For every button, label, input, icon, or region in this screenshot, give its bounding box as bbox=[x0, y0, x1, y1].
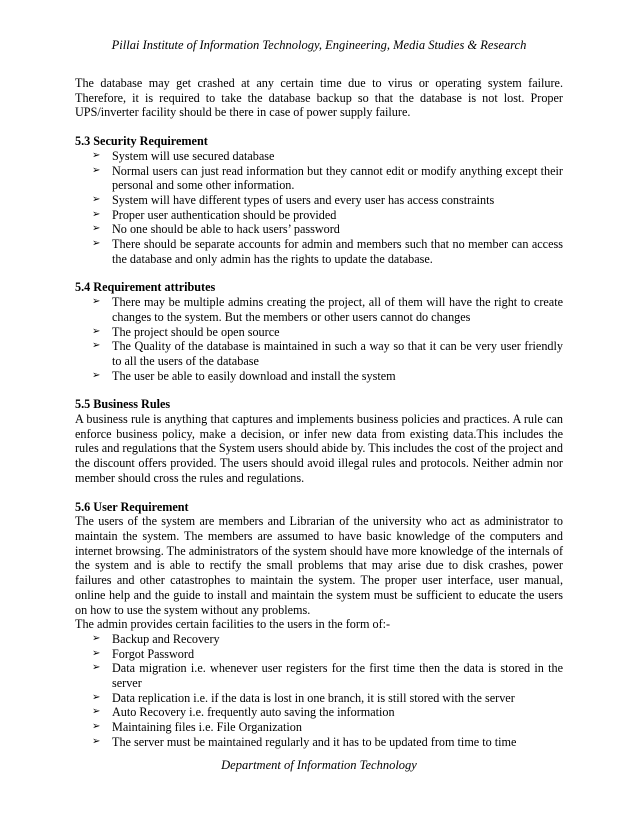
page-header: Pillai Institute of Information Technology, Engineering, Media Studies & Research bbox=[111, 38, 527, 52]
list-item-text: Forgot Password bbox=[112, 646, 195, 661]
arrow-bullet-icon: ➢ bbox=[92, 340, 101, 352]
arrow-bullet-icon: ➢ bbox=[92, 164, 101, 176]
arrow-bullet-icon: ➢ bbox=[92, 238, 101, 250]
arrow-bullet-icon: ➢ bbox=[92, 721, 101, 733]
arrow-bullet-icon: ➢ bbox=[92, 735, 101, 747]
document-body bbox=[75, 76, 563, 750]
section-security-requirement bbox=[75, 134, 563, 266]
user-requirement-paragraph: The users of the system are members and Librarian of the university who act as administrator to maintain the system. The members are assumed to have basic knowledge of the computers and internet browsing. The administrators of the system should have more knowledge of the internals of the system and is able to rectify the small problems that may arise due to disk crashes, power failures and other catastrophes to maintain the system. The proper user interface, user manual, online help and the guide to install and maintain the system must be sufficient to educate the users on how to use the system without any problems. bbox=[75, 514, 563, 617]
list-item-text: Normal users can just read information but they cannot edit or modify anything except their personal and some other information. bbox=[112, 163, 563, 193]
section-heading: 5.6 User Requirement bbox=[75, 499, 189, 514]
list-item-text: Data replication i.e. if the data is lost in one branch, it is still stored with the server bbox=[112, 690, 515, 705]
list-item bbox=[75, 325, 563, 340]
list-item-text: No one should be able to hack users’ password bbox=[112, 222, 340, 237]
arrow-bullet-icon: ➢ bbox=[92, 193, 101, 205]
bullet-list bbox=[75, 295, 563, 383]
list-item bbox=[75, 193, 563, 208]
list-item-text: There may be multiple admins creating the project, all of them will have the right to create changes to the system. But the members or other users cannot do changes bbox=[112, 295, 563, 324]
list-item-text: Auto Recovery i.e. frequently auto saving the information bbox=[112, 705, 395, 720]
business-rules-paragraph: A business rule is anything that captures and implements business policies and practices. A rule can enforce business policy, make a decision, or infer new data from existing data.This includes the rules and regulations that the System users should abide by. This includes the cost of the project and the discount offers provided. The users should avoid illegal rules and protocols. Neither admin nor member should cross the rules and regulations. bbox=[75, 412, 563, 485]
list-item bbox=[75, 691, 563, 706]
section-business-rules bbox=[75, 397, 563, 485]
list-item bbox=[75, 339, 563, 368]
list-item bbox=[75, 632, 563, 647]
list-item-text: The Quality of the database is maintained in such a way so that it can be very user friendly to all the users of the database bbox=[112, 339, 563, 368]
section-heading: 5.4 Requirement attributes bbox=[75, 280, 216, 295]
list-item bbox=[75, 237, 563, 266]
section-heading: 5.5 Business Rules bbox=[75, 397, 171, 412]
list-item-text: The project should be open source bbox=[112, 324, 280, 339]
list-item bbox=[75, 208, 563, 223]
list-item bbox=[75, 295, 563, 324]
list-item-text: System will use secured database bbox=[112, 148, 275, 163]
bullet-list bbox=[75, 632, 563, 750]
arrow-bullet-icon: ➢ bbox=[92, 706, 101, 718]
arrow-bullet-icon: ➢ bbox=[92, 149, 101, 161]
page-footer: Department of Information Technology bbox=[221, 758, 417, 772]
bullet-list bbox=[75, 149, 563, 267]
list-item-text: System will have different types of users and every user has access constraints bbox=[112, 192, 495, 207]
list-item-text: The server must be maintained regularly and it has to be updated from time to time bbox=[112, 734, 517, 749]
arrow-bullet-icon: ➢ bbox=[92, 325, 101, 337]
section-heading: 5.3 Security Requirement bbox=[75, 134, 208, 149]
list-item-text: Backup and Recovery bbox=[112, 631, 220, 646]
arrow-bullet-icon: ➢ bbox=[92, 662, 101, 674]
list-item bbox=[75, 149, 563, 164]
arrow-bullet-icon: ➢ bbox=[92, 208, 101, 220]
list-item bbox=[75, 661, 563, 690]
list-item bbox=[75, 735, 563, 750]
list-item-text: There should be separate accounts for admin and members such that no member can access the database and only admin has the rights to update the database. bbox=[112, 237, 563, 266]
arrow-bullet-icon: ➢ bbox=[92, 296, 101, 308]
arrow-bullet-icon: ➢ bbox=[92, 223, 101, 235]
list-item-text: Data migration i.e. whenever user registers for the first time then the data is stored in the server bbox=[112, 661, 563, 691]
section-user-requirement bbox=[75, 500, 563, 750]
list-item bbox=[75, 369, 563, 384]
list-item-text: Proper user authentication should be provided bbox=[112, 207, 337, 222]
list-item bbox=[75, 222, 563, 237]
list-item bbox=[75, 647, 563, 662]
list-item-text: The user be able to easily download and install the system bbox=[112, 368, 396, 383]
arrow-bullet-icon: ➢ bbox=[92, 369, 101, 381]
list-item bbox=[75, 720, 563, 735]
arrow-bullet-icon: ➢ bbox=[92, 632, 101, 644]
arrow-bullet-icon: ➢ bbox=[92, 647, 101, 659]
facilities-lead: The admin provides certain facilities to the users in the form of:- bbox=[75, 617, 391, 632]
section-requirement-attributes bbox=[75, 280, 563, 383]
list-item-text: Maintaining files i.e. File Organization bbox=[112, 720, 302, 735]
arrow-bullet-icon: ➢ bbox=[92, 691, 101, 703]
list-item bbox=[75, 705, 563, 720]
intro-paragraph: The database may get crashed at any certain time due to virus or operating system failure. Therefore, it is required to take the database backup so that the database is not lost. Proper UPS/inverter facility should be there in case of power supply failure. bbox=[75, 76, 563, 120]
list-item bbox=[75, 164, 563, 193]
